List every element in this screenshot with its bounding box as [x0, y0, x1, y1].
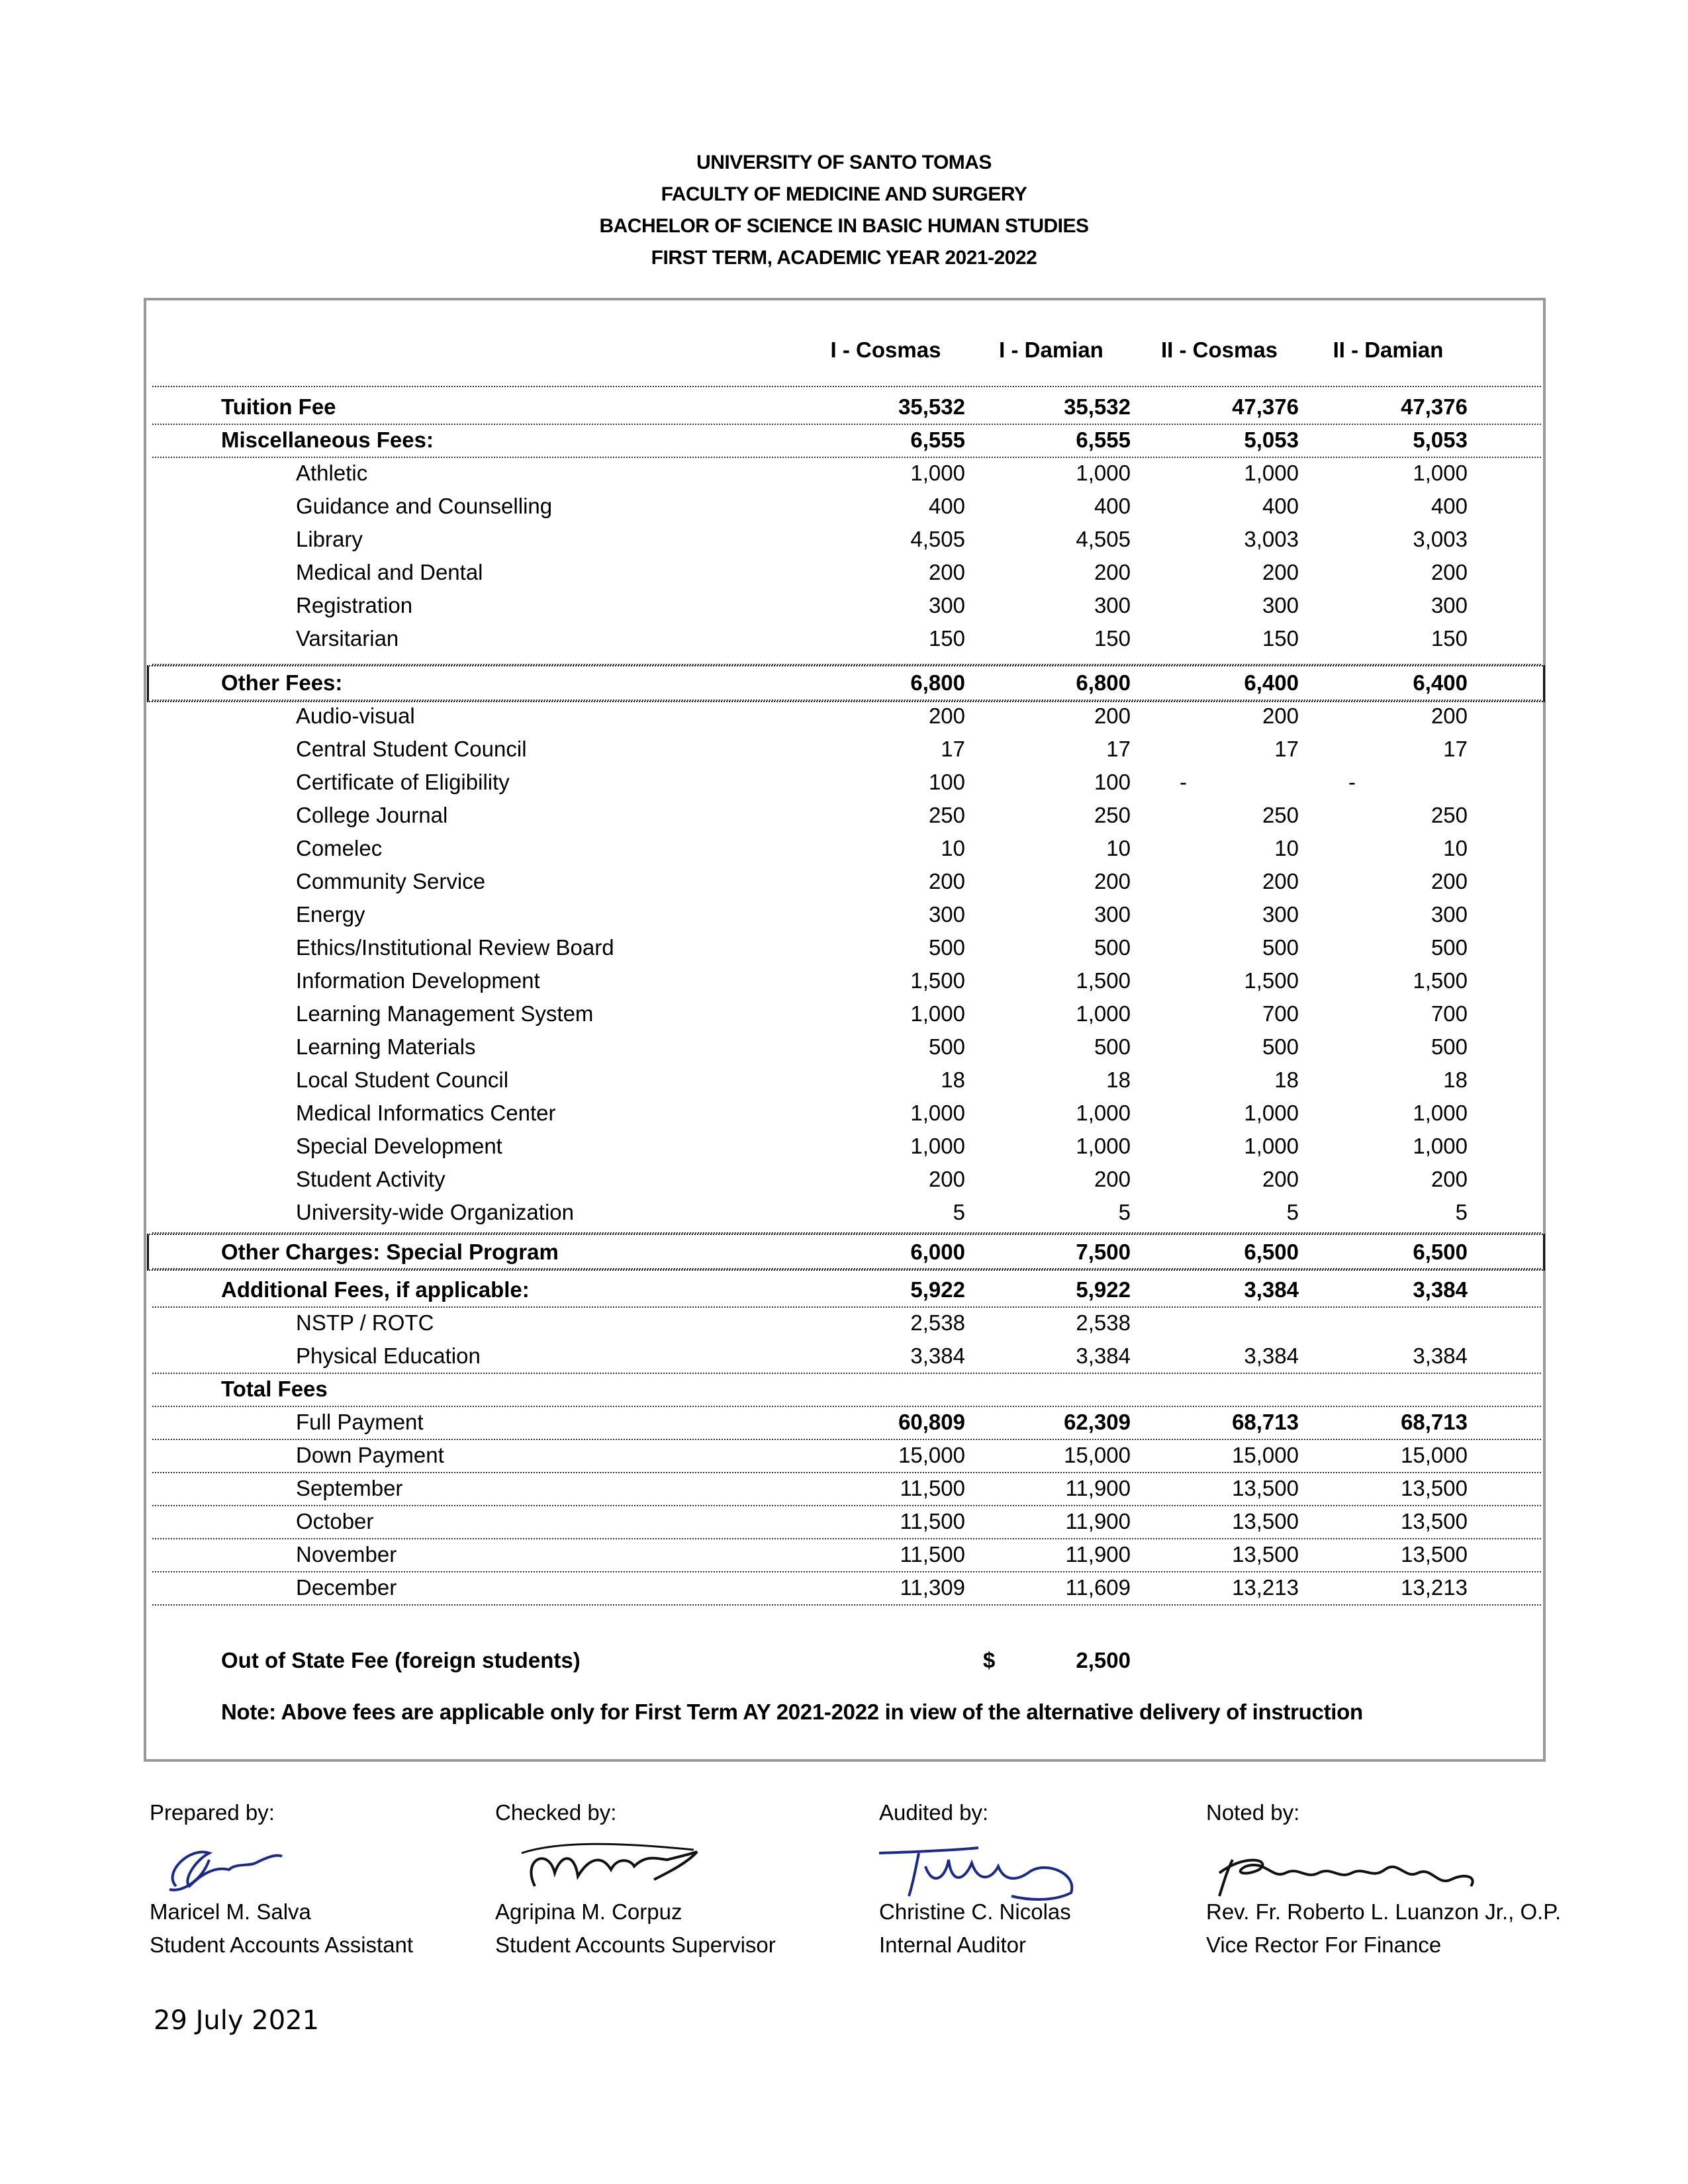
- row-value: 1,500: [910, 968, 965, 993]
- row-value: 1,000: [1076, 1134, 1131, 1158]
- table-row: [0, 832, 1688, 865]
- row-value: 250: [928, 803, 965, 827]
- row-value: 13,500: [1401, 1509, 1468, 1533]
- row-value: 1,000: [910, 461, 965, 485]
- row-value: 68,713: [1401, 1410, 1468, 1434]
- row-value: -: [1348, 770, 1356, 794]
- program-name: BACHELOR OF SCIENCE IN BASIC HUMAN STUDIES: [599, 215, 1089, 237]
- row-label: November: [296, 1542, 397, 1567]
- row-label: Comelec: [296, 836, 383, 860]
- table-row: [0, 1130, 1688, 1163]
- table-row: [0, 1064, 1688, 1097]
- row-value: 200: [1262, 1167, 1299, 1191]
- row-label: Varsitarian: [296, 626, 399, 651]
- table-row: [0, 865, 1688, 898]
- row-value: 500: [1430, 935, 1468, 960]
- row-value: 200: [1430, 1167, 1468, 1191]
- row-value: 700: [1262, 1001, 1299, 1026]
- table-row: [0, 390, 1688, 424]
- row-label: Other Fees:: [221, 670, 343, 695]
- table-row: [0, 1097, 1688, 1130]
- row-label: Information Development: [296, 968, 540, 993]
- signatory-title: Vice Rector For Finance: [1206, 1933, 1442, 1957]
- row-value: 200: [928, 704, 965, 728]
- row-value: 5,922: [1076, 1277, 1131, 1302]
- row-value: 5: [1286, 1200, 1299, 1224]
- table-row: [0, 1306, 1688, 1340]
- row-divider: [152, 457, 1541, 458]
- row-value: 1,500: [1413, 968, 1468, 993]
- row-label: September: [296, 1476, 403, 1500]
- row-value: 3,384: [1244, 1343, 1299, 1368]
- row-value: 13,213: [1232, 1575, 1299, 1600]
- row-value: 1,000: [1244, 1134, 1299, 1158]
- row-divider: [152, 1538, 1541, 1539]
- row-value: 13,500: [1232, 1476, 1299, 1500]
- row-value: 100: [1094, 770, 1131, 794]
- row-value: 150: [1430, 626, 1468, 651]
- row-label: Guidance and Counselling: [296, 494, 553, 518]
- row-value: 6,400: [1413, 670, 1468, 695]
- row-value: 500: [1094, 935, 1131, 960]
- row-label: Local Student Council: [296, 1068, 509, 1092]
- row-divider: [152, 1604, 1541, 1606]
- signatory-caption: Prepared by:: [150, 1800, 275, 1825]
- row-value: 300: [1094, 902, 1131, 927]
- row-value: 11,900: [1065, 1476, 1131, 1500]
- row-label: Medical and Dental: [296, 560, 483, 584]
- row-label: Full Payment: [296, 1410, 424, 1434]
- row-value: 500: [928, 1034, 965, 1059]
- row-value: 250: [1262, 803, 1299, 827]
- row-value: 300: [1262, 593, 1299, 617]
- row-value: 500: [1262, 1034, 1299, 1059]
- row-label: Learning Management System: [296, 1001, 594, 1026]
- faculty-name: FACULTY OF MEDICINE AND SURGERY: [661, 183, 1027, 205]
- signatory-caption: Checked by:: [495, 1800, 617, 1825]
- row-value: 150: [928, 626, 965, 651]
- row-value: 62,309: [1064, 1410, 1131, 1434]
- row-value: 400: [1094, 494, 1131, 518]
- row-label: University-wide Organization: [296, 1200, 574, 1224]
- row-label: NSTP / ROTC: [296, 1310, 434, 1335]
- row-value: 200: [1430, 869, 1468, 893]
- row-label: Total Fees: [221, 1377, 328, 1401]
- table-row: [0, 1273, 1688, 1306]
- row-value: 15,000: [1232, 1443, 1299, 1467]
- table-row: [0, 931, 1688, 964]
- row-value: 17: [1274, 737, 1299, 761]
- row-value: 6,000: [910, 1240, 965, 1264]
- row-value: 150: [1262, 626, 1299, 651]
- row-value: 6,500: [1413, 1240, 1468, 1264]
- row-divider: [152, 1306, 1541, 1308]
- row-value: 3,384: [1244, 1277, 1299, 1302]
- fee-note: Note: Above fees are applicable only for First Term AY 2021-2022 in view of the alternative delivery of instruction: [221, 1700, 1363, 1724]
- row-label: Medical Informatics Center: [296, 1101, 556, 1125]
- row-divider: [152, 1373, 1541, 1374]
- row-value: 200: [1094, 560, 1131, 584]
- row-value: 10: [941, 836, 965, 860]
- row-value: 1,000: [1076, 461, 1131, 485]
- row-label: Athletic: [296, 461, 368, 485]
- document-header: [0, 147, 1688, 274]
- row-value: 4,505: [910, 527, 965, 551]
- row-label: College Journal: [296, 803, 448, 827]
- table-row: [0, 1406, 1688, 1439]
- row-value: 13,500: [1401, 1542, 1468, 1567]
- row-value: 60,809: [898, 1410, 965, 1434]
- signature-image: [495, 1833, 707, 1899]
- highlight-row-box: [147, 665, 1545, 702]
- signatory-name: Agripina M. Corpuz: [495, 1899, 682, 1924]
- row-value: 11,500: [900, 1542, 965, 1567]
- row-value: 400: [1430, 494, 1468, 518]
- row-value: 11,500: [900, 1509, 965, 1533]
- row-value: 200: [1430, 560, 1468, 584]
- row-divider: [152, 424, 1541, 425]
- row-value: 68,713: [1232, 1410, 1299, 1434]
- table-row: [0, 898, 1688, 931]
- row-label: Registration: [296, 593, 413, 617]
- row-label: Certificate of Eligibility: [296, 770, 510, 794]
- signatory-caption: Noted by:: [1206, 1800, 1300, 1825]
- row-value: 1,000: [1244, 1101, 1299, 1125]
- row-value: 200: [928, 560, 965, 584]
- row-label: Community Service: [296, 869, 486, 893]
- row-value: 3,384: [1413, 1343, 1468, 1368]
- table-row: [0, 766, 1688, 799]
- row-value: 11,900: [1065, 1542, 1131, 1567]
- table-row: [0, 1505, 1688, 1538]
- table-row: [0, 1030, 1688, 1064]
- table-row: [0, 490, 1688, 523]
- table-row: [0, 1163, 1688, 1196]
- row-value: 1,000: [1076, 1101, 1131, 1125]
- row-value: 6,555: [910, 428, 965, 452]
- row-label: Tuition Fee: [221, 394, 336, 419]
- row-value: 500: [1262, 935, 1299, 960]
- row-value: 200: [928, 869, 965, 893]
- row-value: 35,532: [898, 394, 965, 419]
- row-value: 13,500: [1401, 1476, 1468, 1500]
- row-value: 10: [1106, 836, 1131, 860]
- row-value: 1,000: [910, 1101, 965, 1125]
- row-label: Additional Fees, if applicable:: [221, 1277, 530, 1302]
- highlight-row-box: [147, 1234, 1545, 1271]
- row-value: 200: [928, 1167, 965, 1191]
- table-row: [0, 457, 1688, 490]
- signatory-caption: Audited by:: [879, 1800, 989, 1825]
- row-value: 1,000: [1413, 1134, 1468, 1158]
- signature-image: [150, 1833, 295, 1899]
- row-label: Learning Materials: [296, 1034, 476, 1059]
- out-of-state-currency: $: [983, 1648, 996, 1672]
- table-row: [0, 1472, 1688, 1505]
- row-value: 200: [1094, 704, 1131, 728]
- row-value: 300: [1094, 593, 1131, 617]
- table-row: [0, 523, 1688, 556]
- row-value: 1,000: [1076, 1001, 1131, 1026]
- university-name: UNIVERSITY OF SANTO TOMAS: [696, 152, 992, 173]
- row-value: -: [1180, 770, 1187, 794]
- row-value: 2,538: [1076, 1310, 1131, 1335]
- row-divider: [152, 1472, 1541, 1473]
- row-value: 47,376: [1401, 394, 1468, 419]
- row-value: 5,053: [1244, 428, 1299, 452]
- row-value: 200: [1262, 560, 1299, 584]
- row-label: Down Payment: [296, 1443, 444, 1467]
- column-header: I - Damian: [999, 338, 1103, 362]
- table-row: [0, 964, 1688, 997]
- row-value: 6,555: [1076, 428, 1131, 452]
- row-value: 35,532: [1064, 394, 1131, 419]
- row-value: 17: [941, 737, 965, 761]
- row-value: 1,500: [1244, 968, 1299, 993]
- out-of-state-value: 2,500: [1076, 1648, 1131, 1672]
- row-value: 1,000: [1413, 1101, 1468, 1125]
- row-value: 5,053: [1413, 428, 1468, 452]
- row-value: 5,922: [910, 1277, 965, 1302]
- row-value: 200: [1430, 704, 1468, 728]
- row-value: 10: [1274, 836, 1299, 860]
- row-value: 3,003: [1244, 527, 1299, 551]
- row-value: 300: [1430, 902, 1468, 927]
- row-value: 10: [1443, 836, 1468, 860]
- row-label: October: [296, 1509, 374, 1533]
- table-row: [0, 1373, 1688, 1406]
- table-row: [0, 589, 1688, 622]
- signatory-title: Internal Auditor: [879, 1933, 1026, 1957]
- row-value: 6,800: [1076, 670, 1131, 695]
- row-value: 11,609: [1065, 1575, 1131, 1600]
- row-divider: [152, 1505, 1541, 1506]
- row-value: 1,500: [1076, 968, 1131, 993]
- row-value: 5: [953, 1200, 965, 1224]
- row-value: 200: [1262, 869, 1299, 893]
- row-label: Energy: [296, 902, 365, 927]
- row-value: 18: [1274, 1068, 1299, 1092]
- table-row: [0, 424, 1688, 457]
- document-date: 29 July 2021: [154, 2005, 320, 2036]
- row-value: 300: [928, 593, 965, 617]
- row-value: 4,505: [1076, 527, 1131, 551]
- row-value: 100: [928, 770, 965, 794]
- signatory-name: Rev. Fr. Roberto L. Luanzon Jr., O.P.: [1206, 1899, 1562, 1924]
- row-value: 5: [1455, 1200, 1468, 1224]
- row-value: 6,400: [1244, 670, 1299, 695]
- table-row: [0, 799, 1688, 832]
- row-value: 18: [1106, 1068, 1131, 1092]
- row-value: 500: [1430, 1034, 1468, 1059]
- row-label: Central Student Council: [296, 737, 527, 761]
- row-value: 7,500: [1076, 1240, 1131, 1264]
- table-row: [0, 1571, 1688, 1604]
- table-row: [0, 1538, 1688, 1571]
- row-divider: [152, 1406, 1541, 1407]
- row-value: 500: [1094, 1034, 1131, 1059]
- row-value: 17: [1106, 737, 1131, 761]
- row-value: 300: [1262, 902, 1299, 927]
- row-value: 15,000: [898, 1443, 965, 1467]
- signature-image: [1206, 1833, 1484, 1899]
- signatory-title: Student Accounts Assistant: [150, 1933, 414, 1957]
- row-value: 200: [1262, 704, 1299, 728]
- row-label: December: [296, 1575, 397, 1600]
- row-label: Student Activity: [296, 1167, 445, 1191]
- row-value: 400: [1262, 494, 1299, 518]
- row-value: 3,384: [910, 1343, 965, 1368]
- table-row: [0, 1439, 1688, 1472]
- table-row: [0, 1196, 1688, 1229]
- table-row: [0, 1340, 1688, 1373]
- row-value: 1,000: [910, 1134, 965, 1158]
- table-row: [0, 997, 1688, 1030]
- column-header: II - Damian: [1333, 338, 1444, 362]
- row-divider: [152, 1439, 1541, 1440]
- column-header: II - Cosmas: [1160, 338, 1278, 362]
- row-value: 15,000: [1064, 1443, 1131, 1467]
- signatory-name: Christine C. Nicolas: [879, 1899, 1071, 1924]
- row-label: Library: [296, 527, 363, 551]
- row-value: 18: [1443, 1068, 1468, 1092]
- row-value: 13,213: [1401, 1575, 1468, 1600]
- table-row: [0, 733, 1688, 766]
- out-of-state-label: Out of State Fee (foreign students): [221, 1648, 581, 1672]
- row-value: 250: [1094, 803, 1131, 827]
- row-value: 150: [1094, 626, 1131, 651]
- row-value: 18: [941, 1068, 965, 1092]
- row-value: 500: [928, 935, 965, 960]
- row-value: 1,000: [1413, 461, 1468, 485]
- row-value: 11,900: [1065, 1509, 1131, 1533]
- row-value: 15,000: [1401, 1443, 1468, 1467]
- table-row: [0, 556, 1688, 589]
- row-value: 200: [1094, 869, 1131, 893]
- signature-image: [879, 1833, 1091, 1906]
- row-value: 250: [1430, 803, 1468, 827]
- row-value: 11,500: [900, 1476, 965, 1500]
- row-value: 700: [1430, 1001, 1468, 1026]
- row-value: 13,500: [1232, 1509, 1299, 1533]
- row-divider: [152, 1571, 1541, 1572]
- table-row: [0, 700, 1688, 733]
- row-value: 300: [928, 902, 965, 927]
- row-value: 17: [1443, 737, 1468, 761]
- signatory-name: Maricel M. Salva: [150, 1899, 311, 1924]
- row-label: Audio-visual: [296, 704, 415, 728]
- column-header: I - Cosmas: [830, 338, 941, 362]
- row-label: Special Development: [296, 1134, 502, 1158]
- row-value: 3,384: [1076, 1343, 1131, 1368]
- term-name: FIRST TERM, ACADEMIC YEAR 2021-2022: [651, 247, 1037, 269]
- row-value: 2,538: [910, 1310, 965, 1335]
- row-value: 6,800: [910, 670, 965, 695]
- row-label: Physical Education: [296, 1343, 481, 1368]
- row-value: 1,000: [1244, 461, 1299, 485]
- row-label: Miscellaneous Fees:: [221, 428, 434, 452]
- row-value: 1,000: [910, 1001, 965, 1026]
- row-value: 3,003: [1413, 527, 1468, 551]
- row-value: 13,500: [1232, 1542, 1299, 1567]
- row-value: 400: [928, 494, 965, 518]
- table-row: [0, 622, 1688, 655]
- signatory-title: Student Accounts Supervisor: [495, 1933, 776, 1957]
- row-value: 200: [1094, 1167, 1131, 1191]
- row-label: Other Charges: Special Program: [221, 1240, 559, 1264]
- row-value: 47,376: [1232, 394, 1299, 419]
- row-label: Ethics/Institutional Review Board: [296, 935, 614, 960]
- row-value: 3,384: [1413, 1277, 1468, 1302]
- row-value: 11,309: [900, 1575, 965, 1600]
- row-value: 6,500: [1244, 1240, 1299, 1264]
- row-divider: [152, 386, 1541, 387]
- row-value: 5: [1118, 1200, 1131, 1224]
- row-value: 300: [1430, 593, 1468, 617]
